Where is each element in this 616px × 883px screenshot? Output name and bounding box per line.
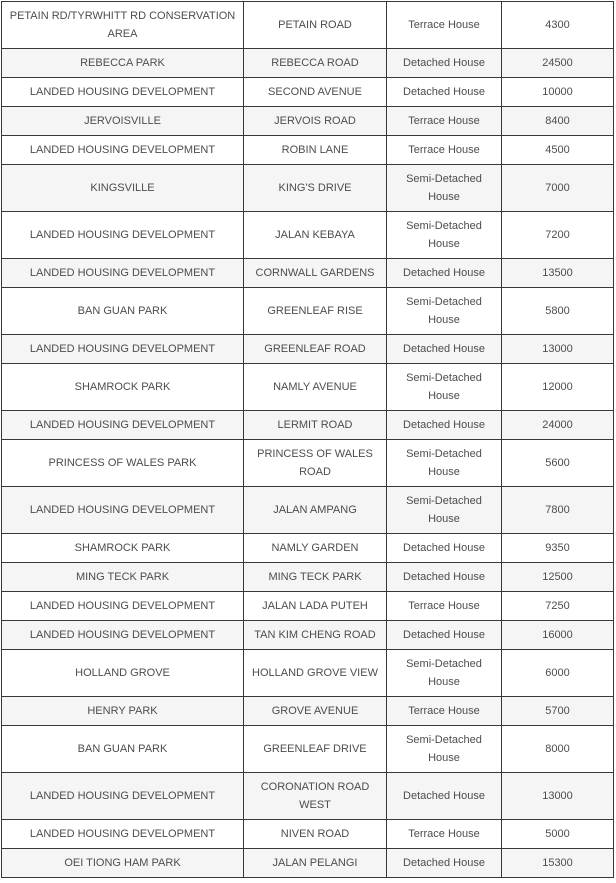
project-cell: HENRY PARK: [2, 697, 244, 726]
table-row: [2, 259, 614, 288]
project-cell: LANDED HOUSING DEVELOPMENT: [2, 411, 244, 440]
street-cell: JALAN KEBAYA: [244, 212, 387, 259]
value-cell: 10000: [502, 78, 614, 107]
project-cell: LANDED HOUSING DEVELOPMENT: [2, 212, 244, 259]
house-type-cell: Terrace House: [387, 136, 502, 165]
value-cell: 5700: [502, 697, 614, 726]
value-cell: 13000: [502, 335, 614, 364]
table-row: [2, 849, 614, 878]
value-cell: 16000: [502, 621, 614, 650]
value-cell: 15300: [502, 849, 614, 878]
street-cell: CORNWALL GARDENS: [244, 259, 387, 288]
value-cell: 7800: [502, 487, 614, 534]
project-cell: LANDED HOUSING DEVELOPMENT: [2, 820, 244, 849]
value-cell: 24000: [502, 411, 614, 440]
project-cell: OEI TIONG HAM PARK: [2, 849, 244, 878]
value-cell: 5600: [502, 440, 614, 487]
house-type-cell: Terrace House: [387, 697, 502, 726]
house-type-cell: Semi-Detached House: [387, 364, 502, 411]
project-cell: MING TECK PARK: [2, 563, 244, 592]
project-cell: LANDED HOUSING DEVELOPMENT: [2, 621, 244, 650]
value-cell: 8000: [502, 726, 614, 773]
house-type-cell: Semi-Detached House: [387, 440, 502, 487]
house-type-cell: Semi-Detached House: [387, 650, 502, 697]
house-type-cell: Detached House: [387, 534, 502, 563]
project-cell: LANDED HOUSING DEVELOPMENT: [2, 136, 244, 165]
project-cell: PETAIN RD/TYRWHITT RD CONSERVATION AREA: [2, 2, 244, 49]
table-row: [2, 697, 614, 726]
house-type-cell: Semi-Detached House: [387, 726, 502, 773]
table-row: [2, 773, 614, 820]
street-cell: NIVEN ROAD: [244, 820, 387, 849]
value-cell: 12500: [502, 563, 614, 592]
table-row: [2, 49, 614, 78]
value-cell: 4300: [502, 2, 614, 49]
table-row: [2, 726, 614, 773]
table-row: [2, 820, 614, 849]
street-cell: ROBIN LANE: [244, 136, 387, 165]
project-cell: REBECCA PARK: [2, 49, 244, 78]
street-cell: MING TECK PARK: [244, 563, 387, 592]
project-cell: BAN GUAN PARK: [2, 726, 244, 773]
street-cell: HOLLAND GROVE VIEW: [244, 650, 387, 697]
value-cell: 24500: [502, 49, 614, 78]
street-cell: JALAN AMPANG: [244, 487, 387, 534]
street-cell: GREENLEAF ROAD: [244, 335, 387, 364]
project-cell: LANDED HOUSING DEVELOPMENT: [2, 259, 244, 288]
project-cell: KINGSVILLE: [2, 165, 244, 212]
table-row: [2, 592, 614, 621]
value-cell: 9350: [502, 534, 614, 563]
street-cell: KING'S DRIVE: [244, 165, 387, 212]
house-type-cell: Detached House: [387, 259, 502, 288]
table-row: [2, 136, 614, 165]
house-type-cell: Detached House: [387, 773, 502, 820]
value-cell: 7250: [502, 592, 614, 621]
street-cell: JALAN PELANGI: [244, 849, 387, 878]
street-cell: SECOND AVENUE: [244, 78, 387, 107]
project-cell: LANDED HOUSING DEVELOPMENT: [2, 335, 244, 364]
street-cell: NAMLY GARDEN: [244, 534, 387, 563]
house-type-cell: Terrace House: [387, 2, 502, 49]
house-type-cell: Detached House: [387, 335, 502, 364]
house-type-cell: Semi-Detached House: [387, 165, 502, 212]
value-cell: 7000: [502, 165, 614, 212]
table-row: [2, 411, 614, 440]
table-row: [2, 621, 614, 650]
table-row: [2, 563, 614, 592]
house-type-cell: Semi-Detached House: [387, 487, 502, 534]
value-cell: 7200: [502, 212, 614, 259]
table-row: [2, 534, 614, 563]
table-row: [2, 212, 614, 259]
table-row: [2, 335, 614, 364]
house-type-cell: Detached House: [387, 78, 502, 107]
house-type-cell: Semi-Detached House: [387, 212, 502, 259]
table-row: [2, 650, 614, 697]
rental-table-body: [2, 2, 614, 878]
project-cell: SHAMROCK PARK: [2, 364, 244, 411]
house-type-cell: Terrace House: [387, 107, 502, 136]
value-cell: 5800: [502, 288, 614, 335]
table-row: [2, 78, 614, 107]
project-cell: LANDED HOUSING DEVELOPMENT: [2, 592, 244, 621]
value-cell: 6000: [502, 650, 614, 697]
table-row: [2, 364, 614, 411]
table-row: [2, 288, 614, 335]
table-row: [2, 107, 614, 136]
value-cell: 4500: [502, 136, 614, 165]
house-type-cell: Detached House: [387, 49, 502, 78]
project-cell: SHAMROCK PARK: [2, 534, 244, 563]
table-row: [2, 440, 614, 487]
street-cell: PRINCESS OF WALES ROAD: [244, 440, 387, 487]
value-cell: 5000: [502, 820, 614, 849]
value-cell: 13500: [502, 259, 614, 288]
value-cell: 13000: [502, 773, 614, 820]
street-cell: REBECCA ROAD: [244, 49, 387, 78]
house-type-cell: Terrace House: [387, 820, 502, 849]
project-cell: LANDED HOUSING DEVELOPMENT: [2, 78, 244, 107]
property-rental-table: [1, 1, 614, 878]
street-cell: GREENLEAF RISE: [244, 288, 387, 335]
project-cell: BAN GUAN PARK: [2, 288, 244, 335]
house-type-cell: Detached House: [387, 563, 502, 592]
house-type-cell: Detached House: [387, 621, 502, 650]
street-cell: GREENLEAF DRIVE: [244, 726, 387, 773]
street-cell: NAMLY AVENUE: [244, 364, 387, 411]
street-cell: GROVE AVENUE: [244, 697, 387, 726]
house-type-cell: Semi-Detached House: [387, 288, 502, 335]
project-cell: LANDED HOUSING DEVELOPMENT: [2, 773, 244, 820]
street-cell: TAN KIM CHENG ROAD: [244, 621, 387, 650]
street-cell: JERVOIS ROAD: [244, 107, 387, 136]
project-cell: HOLLAND GROVE: [2, 650, 244, 697]
street-cell: PETAIN ROAD: [244, 2, 387, 49]
street-cell: LERMIT ROAD: [244, 411, 387, 440]
table-row: [2, 2, 614, 49]
street-cell: JALAN LADA PUTEH: [244, 592, 387, 621]
project-cell: LANDED HOUSING DEVELOPMENT: [2, 487, 244, 534]
project-cell: PRINCESS OF WALES PARK: [2, 440, 244, 487]
project-cell: JERVOISVILLE: [2, 107, 244, 136]
house-type-cell: Terrace House: [387, 592, 502, 621]
table-row: [2, 487, 614, 534]
value-cell: 12000: [502, 364, 614, 411]
house-type-cell: Detached House: [387, 849, 502, 878]
house-type-cell: Detached House: [387, 411, 502, 440]
value-cell: 8400: [502, 107, 614, 136]
table-row: [2, 165, 614, 212]
street-cell: CORONATION ROAD WEST: [244, 773, 387, 820]
